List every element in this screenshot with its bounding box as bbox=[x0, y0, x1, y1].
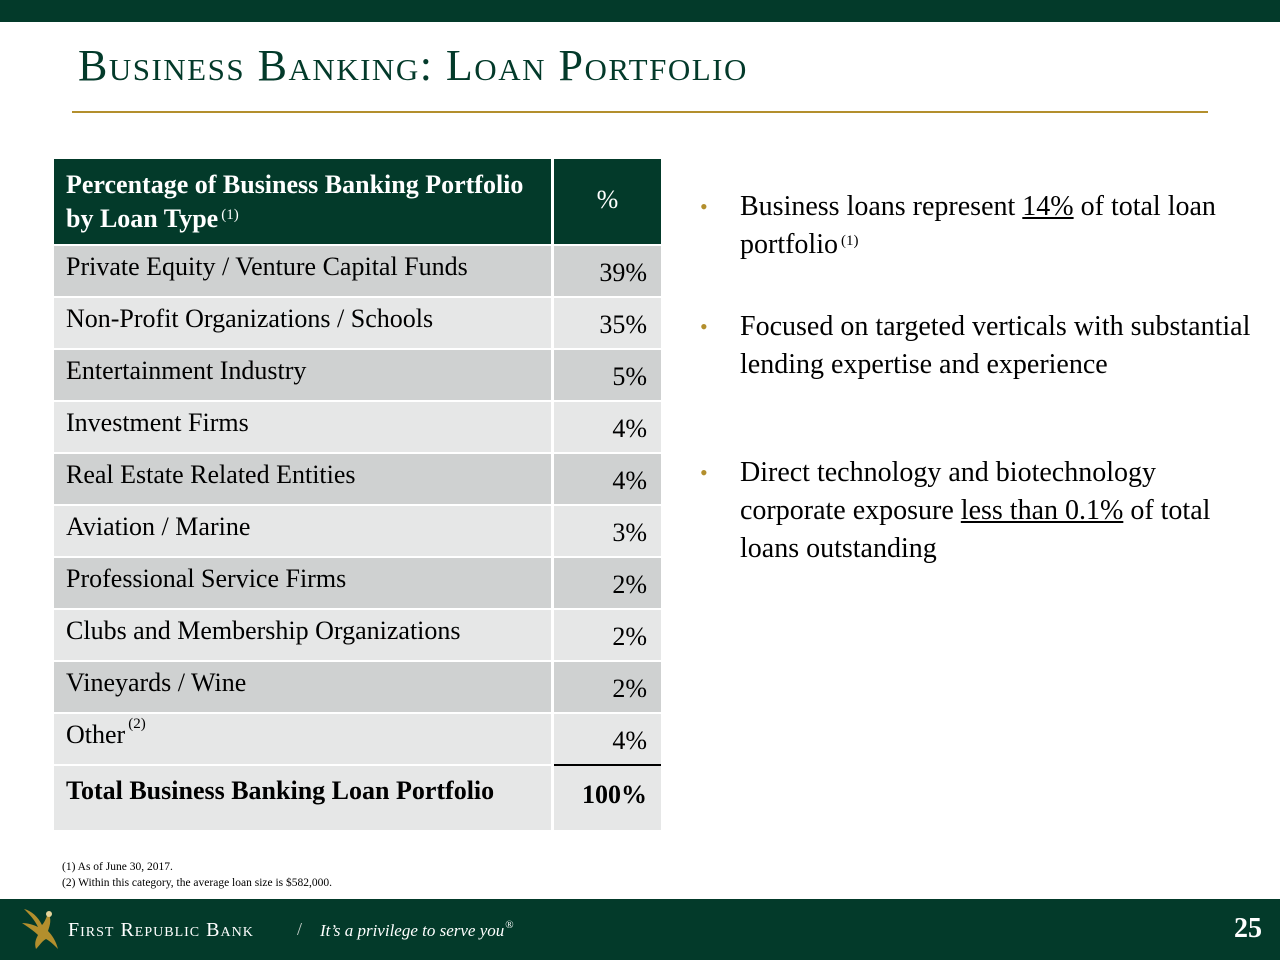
row-value: 39% bbox=[554, 244, 661, 296]
table-row bbox=[54, 244, 661, 296]
table-row bbox=[54, 712, 661, 764]
loan-type-table bbox=[54, 159, 661, 830]
bullet-dot-icon: • bbox=[700, 460, 708, 485]
row-label: Vineyards / Wine bbox=[54, 660, 554, 712]
footnote-2: (2) Within this category, the average loan size is $582,000. bbox=[62, 877, 333, 889]
row-value: 5% bbox=[554, 348, 661, 400]
header-loan-type bbox=[54, 159, 554, 244]
bullet-dot-icon: • bbox=[700, 194, 708, 219]
row-label: Private Equity / Venture Capital Funds bbox=[54, 244, 554, 296]
bullet-text: Direct technology and biotechnology corporate exposure bbox=[740, 457, 1156, 526]
row-label: Entertainment Industry bbox=[54, 348, 554, 400]
page-number: 25 bbox=[1234, 913, 1262, 944]
footer-bar bbox=[0, 899, 1280, 960]
table-row bbox=[54, 400, 661, 452]
bullet-text: Focused on targeted verticals with substantial lending expertise and experience bbox=[740, 311, 1251, 380]
other-footnote-ref: (2) bbox=[128, 716, 146, 732]
row-value: 4% bbox=[554, 400, 661, 452]
row-label: Non-Profit Organizations / Schools bbox=[54, 296, 554, 348]
row-label-other bbox=[54, 712, 554, 764]
bullet-tech-exposure bbox=[700, 454, 1260, 568]
row-value: 2% bbox=[554, 608, 661, 660]
table-header-row bbox=[54, 159, 661, 244]
header-loan-type-text: Percentage of Business Banking Portfolio by Loan Type bbox=[66, 169, 524, 233]
tagline bbox=[320, 921, 514, 941]
header-footnote-ref: (1) bbox=[221, 206, 239, 223]
bullet-text: of total loan portfolio bbox=[740, 191, 1216, 260]
registered-mark: ® bbox=[505, 919, 514, 931]
bullet-text: Business loans represent bbox=[740, 191, 1023, 222]
bank-name: First Republic Bank bbox=[68, 919, 254, 941]
row-value: 4% bbox=[554, 452, 661, 504]
row-label: Clubs and Membership Organizations bbox=[54, 608, 554, 660]
footnotes bbox=[62, 859, 332, 891]
row-label: Professional Service Firms bbox=[54, 556, 554, 608]
table-row bbox=[54, 452, 661, 504]
row-value: 2% bbox=[554, 556, 661, 608]
row-label: Investment Firms bbox=[54, 400, 554, 452]
table-row bbox=[54, 296, 661, 348]
row-label: Real Estate Related Entities bbox=[54, 452, 554, 504]
row-value: 2% bbox=[554, 660, 661, 712]
bullet-verticals bbox=[700, 308, 1260, 384]
row-value: 4% bbox=[554, 712, 661, 764]
table-row bbox=[54, 556, 661, 608]
bullet-footnote-ref: (1) bbox=[841, 233, 859, 249]
table-row bbox=[54, 608, 661, 660]
tagline-text: It’s a privilege to serve you bbox=[320, 921, 505, 940]
bullet-loan-share bbox=[700, 188, 1260, 264]
total-label: Total Business Banking Loan Portfolio bbox=[54, 764, 554, 830]
table-row bbox=[54, 348, 661, 400]
footnote-1: (1) As of June 30, 2017. bbox=[62, 861, 173, 873]
bullet-highlight: less than 0.1% bbox=[960, 495, 1124, 526]
title-divider bbox=[72, 111, 1208, 113]
eagle-logo-icon bbox=[18, 905, 62, 951]
row-label: Aviation / Marine bbox=[54, 504, 554, 556]
key-points-list bbox=[700, 188, 1260, 568]
header-percent: % bbox=[554, 159, 661, 244]
bullet-highlight: 14% bbox=[1022, 191, 1074, 222]
bullet-dot-icon: • bbox=[700, 314, 708, 339]
row-label-text: Other bbox=[66, 720, 126, 749]
table-total-row bbox=[54, 764, 661, 830]
top-bar bbox=[0, 0, 1280, 22]
row-value: 35% bbox=[554, 296, 661, 348]
bullet-text: of total loans outstanding bbox=[740, 495, 1211, 564]
table-row bbox=[54, 660, 661, 712]
table-row bbox=[54, 504, 661, 556]
row-value: 3% bbox=[554, 504, 661, 556]
footer-separator: / bbox=[297, 919, 303, 939]
total-value: 100% bbox=[554, 764, 661, 830]
page-title: Business Banking: Loan Portfolio bbox=[78, 41, 748, 90]
